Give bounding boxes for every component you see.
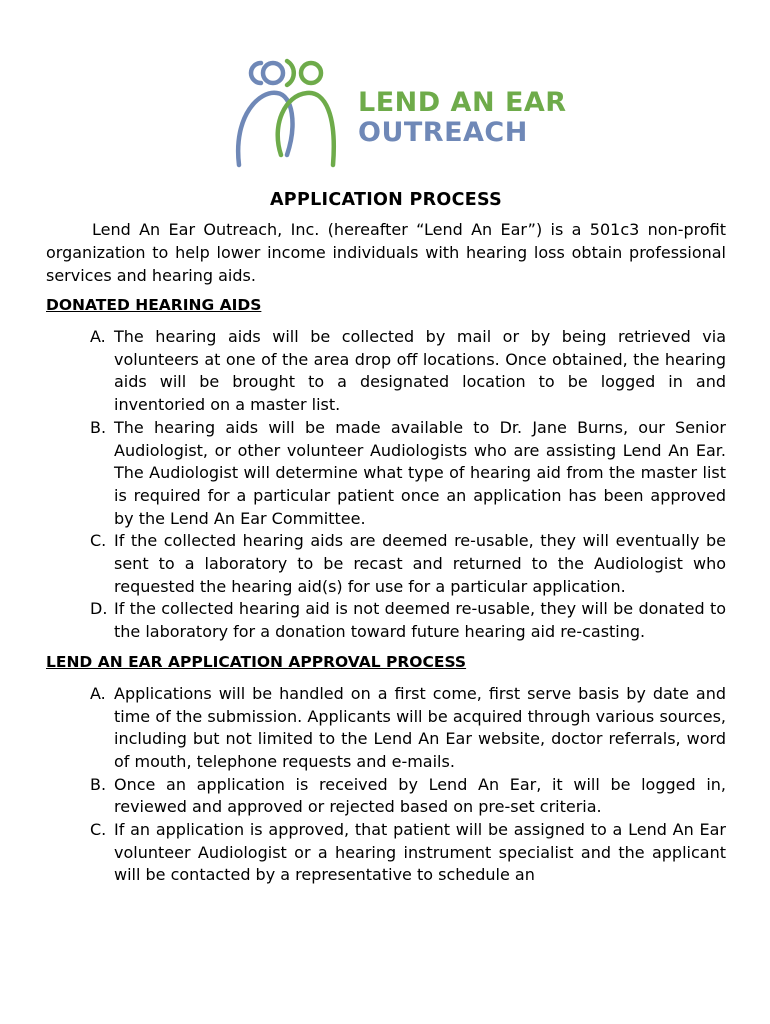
blue-figure-body bbox=[238, 93, 292, 165]
list-item-text: Applications will be handled on a first come, first serve basis by date and time of the submission. Applicants will be acquired through various sources, including but not limited to the Lend An Ear website, doctor referrals, word of mouth, telephone requests and e-mails. bbox=[114, 683, 726, 771]
list-marker: B. bbox=[90, 774, 107, 794]
list-marker: B. bbox=[90, 417, 107, 437]
section-heading: LEND AN EAR APPLICATION APPROVAL PROCESS bbox=[46, 652, 467, 671]
list-item-text: If an application is approved, that patient will be assigned to a Lend An Ear volunteer Audiologist or a hearing instrument specialist and the applicant will be contacted by a representative to schedule an bbox=[114, 820, 726, 885]
list-item-text: The hearing aids will be made available to Dr. Jane Burns, our Senior Audiologist, or other volunteer Audiologists who are assisting Lend An Ear. The Audiologist will determine what type of hearing aid from the master list is required for a particular patient once an application has been approved by the Lend An Ear Committee. bbox=[114, 417, 726, 528]
list-item-text: If the collected hearing aid is not deemed re-usable, they will be donated to the laboratory for a donation toward future hearing aid re-casting. bbox=[114, 599, 726, 642]
list-item bbox=[46, 819, 726, 887]
sound-wave-icon bbox=[287, 61, 294, 85]
section-donated-hearing-aids bbox=[46, 293, 726, 644]
list-item bbox=[46, 530, 726, 598]
list-item bbox=[46, 598, 726, 643]
document-body bbox=[46, 190, 726, 893]
list-item bbox=[46, 774, 726, 819]
list-item bbox=[46, 683, 726, 774]
section-approval-process bbox=[46, 650, 726, 887]
logo-line-1: LEND AN EAR bbox=[358, 87, 567, 118]
list-marker: A. bbox=[90, 327, 106, 346]
approval-process-list bbox=[46, 683, 726, 887]
sound-wave-icon bbox=[251, 63, 261, 83]
list-marker: A. bbox=[90, 683, 106, 703]
list-item-text: The hearing aids will be collected by mail or by being retrieved via volunteers at one of the area drop off locations. Once obtained, the hearing aids will be brought to a designated location to be logged in and inventoried on a master list. bbox=[114, 327, 726, 415]
list-item bbox=[46, 417, 726, 531]
list-item-text: Once an application is received by Lend An Ear, it will be logged in, reviewed and approved or rejected based on pre-set criteria. bbox=[114, 774, 726, 817]
section-heading: DONATED HEARING AIDS bbox=[46, 296, 262, 314]
list-marker: D. bbox=[90, 599, 108, 619]
logo-line-2: OUTREACH bbox=[358, 117, 528, 148]
page-title: APPLICATION PROCESS bbox=[269, 190, 503, 210]
intro-paragraph: Lend An Ear Outreach, Inc. (hereafter “Lend An Ear”) is a 501c3 non-profit organization to help lower income individuals with hearing loss obtain professional services and hearing aids. bbox=[46, 220, 726, 285]
list-marker: C. bbox=[90, 820, 107, 840]
logo-wordmark bbox=[358, 88, 567, 148]
list-item-text: If the collected hearing aids are deemed re-usable, they will eventually be sent to a laboratory to be recast and returned to the Audiologist who requested the hearing aid(s) for use for a particular application. bbox=[114, 531, 726, 596]
list-marker: C. bbox=[90, 531, 107, 551]
blue-figure-head bbox=[263, 63, 283, 83]
donated-aids-list bbox=[46, 326, 726, 644]
list-item bbox=[46, 326, 726, 417]
green-figure-head bbox=[301, 63, 321, 83]
